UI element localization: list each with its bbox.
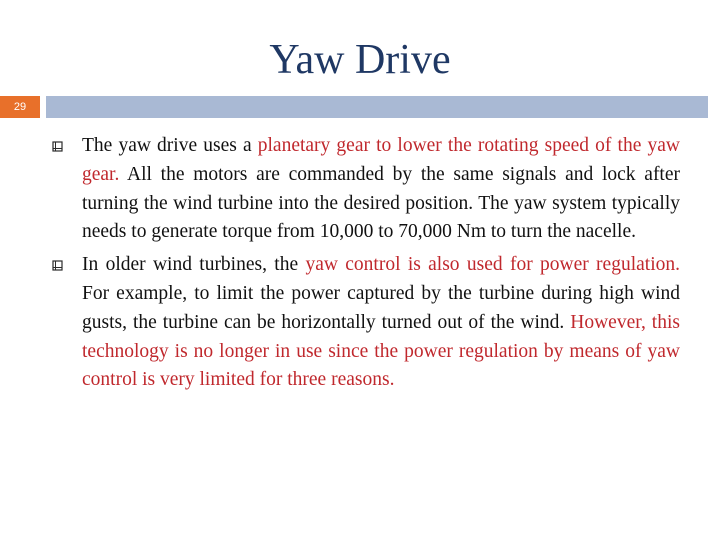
square-bullet-icon	[52, 260, 64, 272]
slide-title: Yaw Drive	[269, 37, 451, 83]
square-bullet-icon	[52, 141, 64, 153]
header-bar	[0, 96, 720, 118]
bullet-text-segment: The yaw drive uses a	[82, 135, 258, 156]
bullet-text-highlight: yaw control is also used for power regulation.	[305, 254, 680, 276]
bullet-item	[44, 132, 680, 247]
bullet-text-segment: In older wind turbines, the	[82, 254, 306, 276]
bullet-list	[44, 132, 680, 399]
bullet-text-segment: All the motors are commanded by the same signals and lock after turning the wind turbine into the desired position. The yaw system typically needs to generate torque from 10,000 to 70,000 Nm to turn the nacelle.	[82, 163, 680, 243]
slide-number: 29	[0, 96, 40, 118]
bullet-item	[44, 251, 680, 395]
bullet-text-segment: For example, to limit the power captured by the turbine during high wind gusts, the turbine can be horizontally turned out of the wind.	[82, 282, 680, 333]
header-stripe	[46, 96, 708, 118]
bullet-text-highlight: planetary gear to lower the rotating speed of the yaw gear.	[82, 135, 680, 185]
bullet-text-highlight: However, this technology is no longer in use since the power regulation by means of yaw control is very limited for three reasons.	[82, 311, 680, 391]
bullet-text	[82, 132, 680, 247]
bullet-text	[82, 251, 680, 395]
